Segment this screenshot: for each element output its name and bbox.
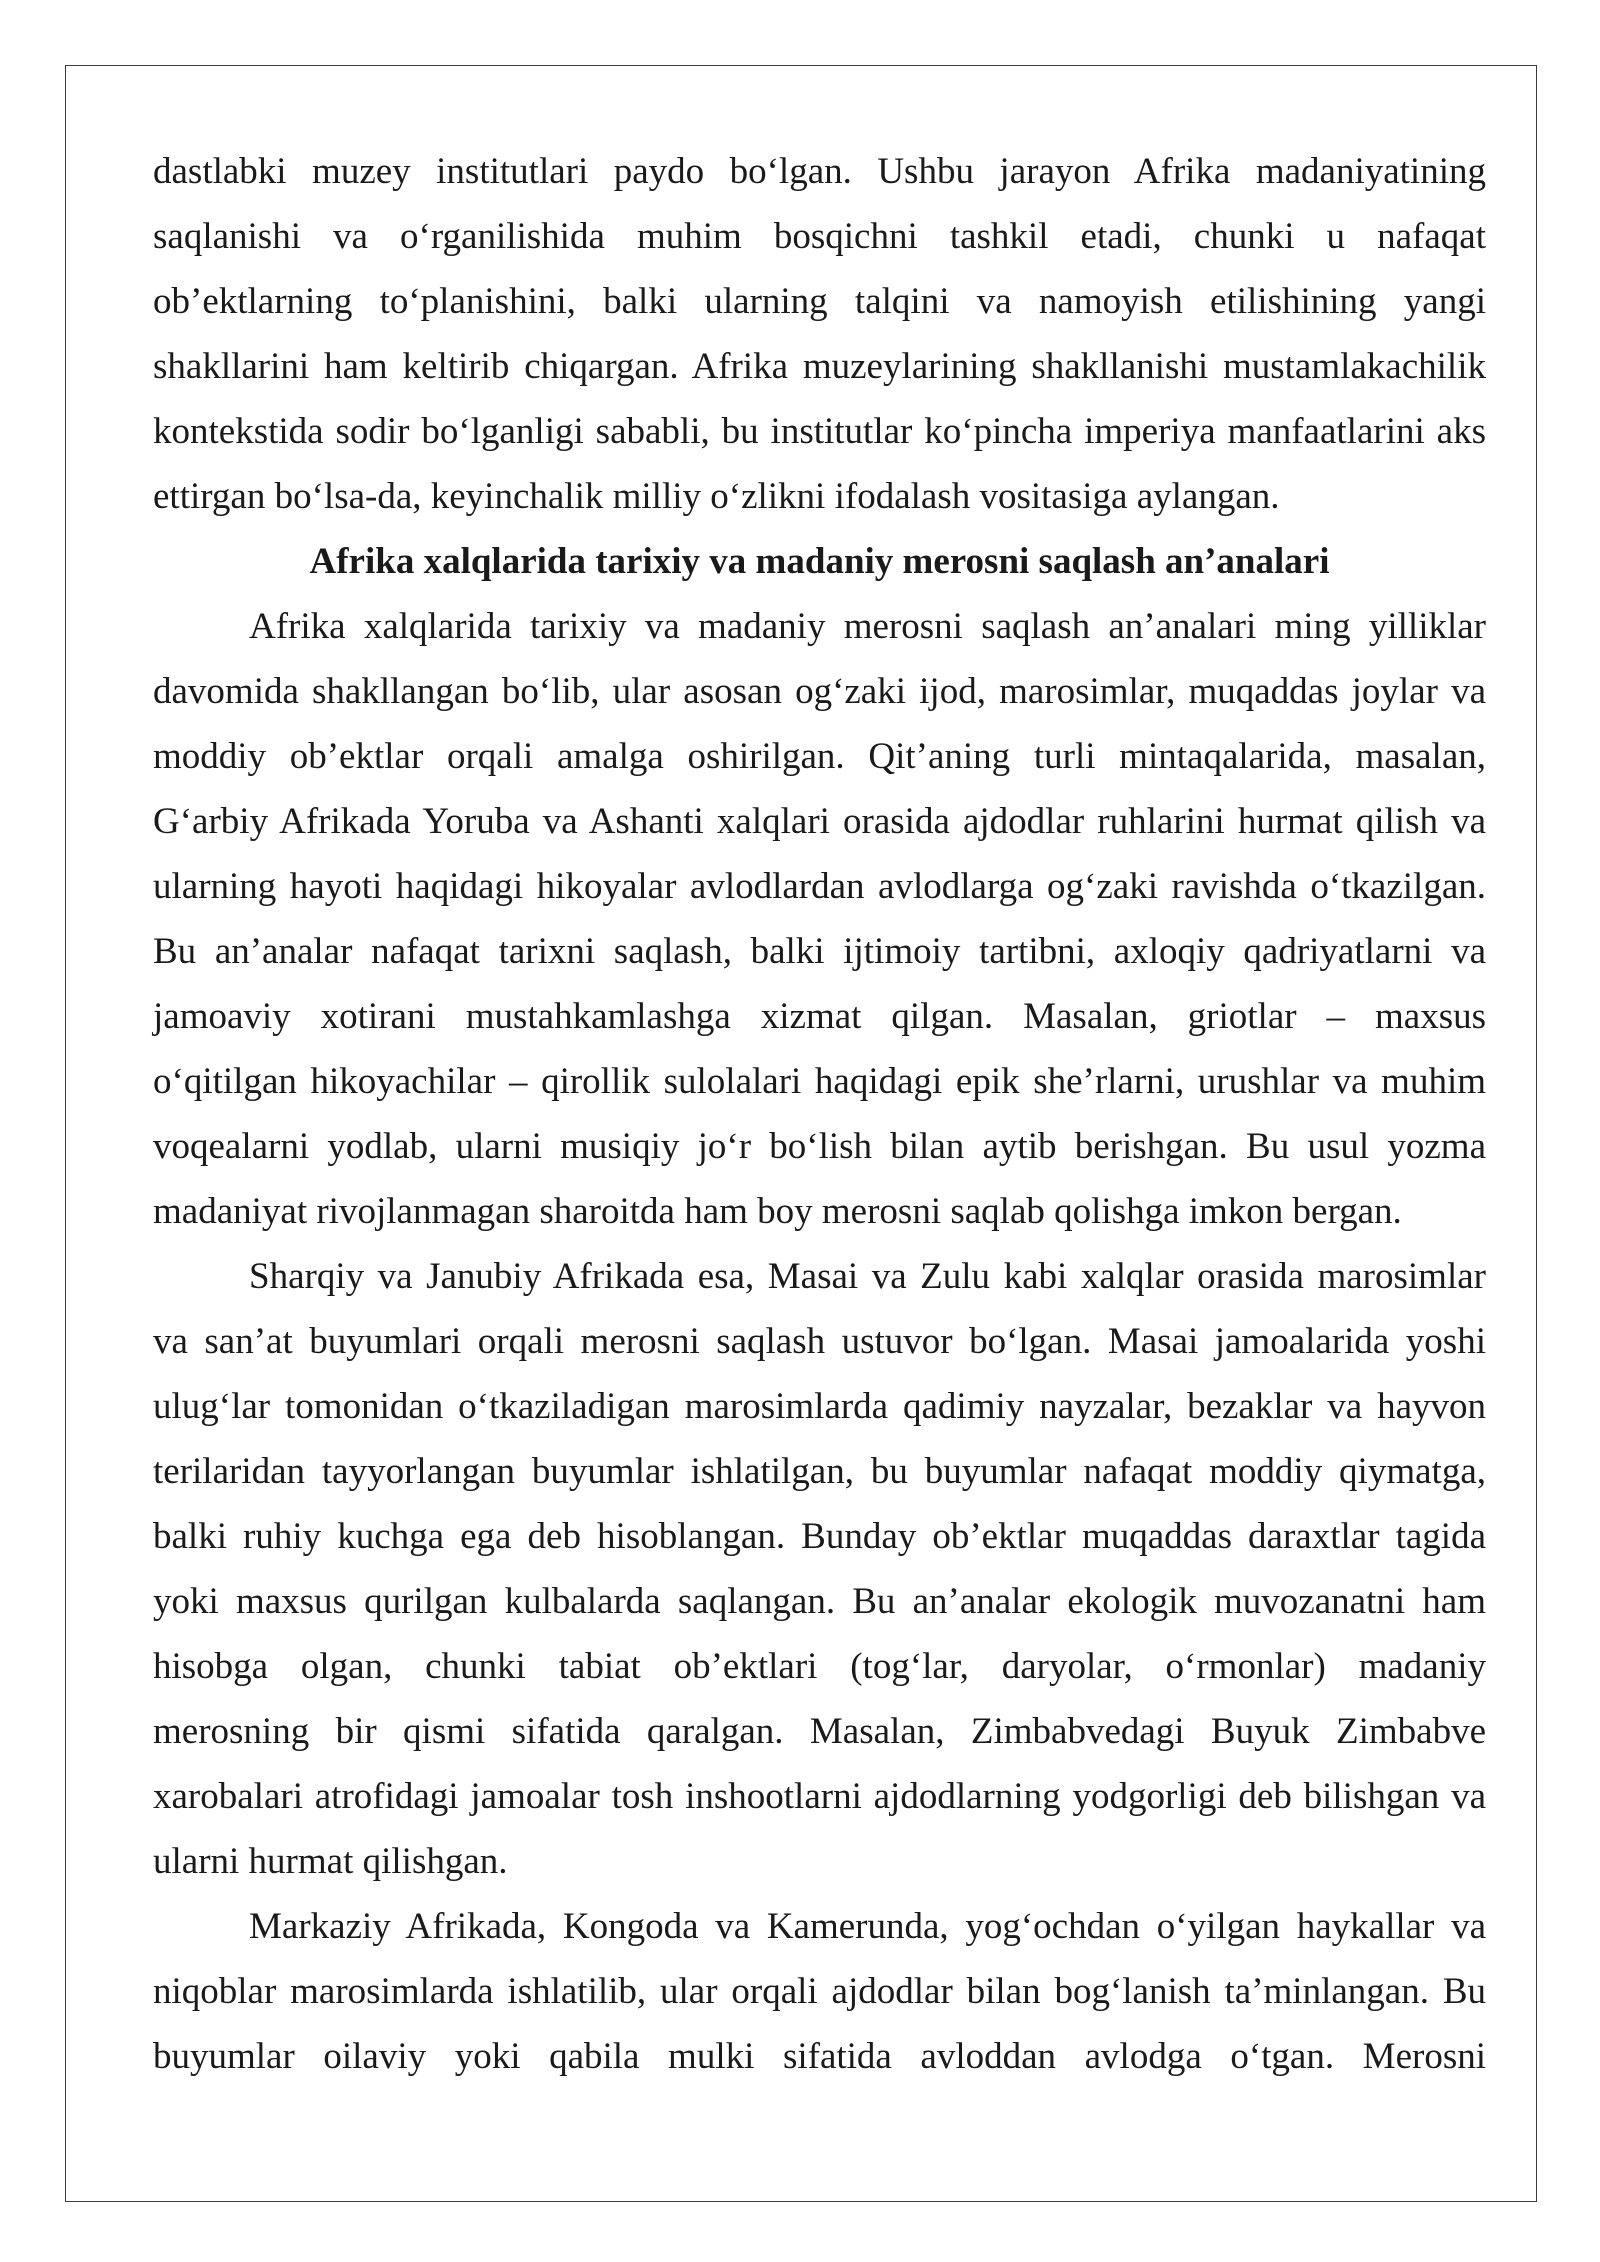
text-line: ettirgan bo‘lsa-da, keyinchalik milliy o‘zlikni ifodalash vositasiga aylangan.	[153, 476, 1280, 517]
text-line: voqealarni yodlab, ularni musiqiy jo‘r bo‘lish bilan aytib berishgan. Bu usul yozma	[153, 1126, 1486, 1167]
text-line: Afrika xalqlarida tarixiy va madaniy merosni saqlash an’analari ming yilliklar	[249, 606, 1486, 647]
text-line: shakllarini ham keltirib chiqargan. Afrika muzeylarining shakllanishi mustamlakachilik	[153, 346, 1486, 387]
text-line: niqoblar marosimlarda ishlatilib, ular orqali ajdodlar bilan bog‘lanish ta’minlangan. Bu	[153, 1971, 1486, 2012]
text-line: yoki maxsus qurilgan kulbalarda saqlangan. Bu an’analar ekologik muvozanatni ham	[153, 1581, 1486, 1622]
text-line: G‘arbiy Afrikada Yoruba va Ashanti xalqlari orasida ajdodlar ruhlarini hurmat qilish va	[153, 801, 1486, 842]
paragraph	[153, 1244, 1486, 1894]
text-line: madaniyat rivojlanmagan sharoitda ham boy merosni saqlab qolishga imkon bergan.	[153, 1191, 1402, 1232]
text-line: ob’ektlarning to‘planishini, balki ularning talqini va namoyish etilishining yangi	[153, 281, 1486, 322]
document-body	[153, 139, 1486, 2089]
paragraph	[153, 594, 1486, 1244]
text-line: kontekstida sodir bo‘lganligi sababli, bu institutlar ko‘pincha imperiya manfaatlarini aks	[153, 411, 1486, 452]
text-line: merosning bir qismi sifatida qaralgan. Masalan, Zimbabvedagi Buyuk Zimbabve	[153, 1711, 1486, 1752]
paragraph	[153, 1894, 1486, 2089]
text-line: hisobga olgan, chunki tabiat ob’ektlari (tog‘lar, daryolar, o‘rmonlar) madaniy	[153, 1646, 1486, 1687]
section-heading: Afrika xalqlarida tarixiy va madaniy merosni saqlash an’analari	[309, 541, 1330, 582]
paragraph	[153, 139, 1486, 529]
text-line: ulug‘lar tomonidan o‘tkaziladigan marosimlarda qadimiy nayzalar, bezaklar va hayvon	[153, 1386, 1486, 1427]
text-line: o‘qitilgan hikoyachilar – qirollik sulolalari haqidagi epik she’rlarni, urushlar va muhim	[153, 1061, 1486, 1102]
text-line: Bu an’analar nafaqat tarixni saqlash, balki ijtimoiy tartibni, axloqiy qadriyatlarni va	[153, 931, 1486, 972]
text-line: dastlabki muzey institutlari paydo bo‘lgan. Ushbu jarayon Afrika madaniyatining	[153, 151, 1486, 192]
text-line: saqlanishi va o‘rganilishida muhim bosqichni tashkil etadi, chunki u nafaqat	[153, 216, 1486, 257]
text-line: xarobalari atrofidagi jamoalar tosh inshootlarni ajdodlarning yodgorligi deb bilishgan va	[153, 1776, 1486, 1817]
text-line: terilaridan tayyorlangan buyumlar ishlatilgan, bu buyumlar nafaqat moddiy qiymatga,	[153, 1451, 1486, 1492]
text-line: Markaziy Afrikada, Kongoda va Kamerunda, yog‘ochdan o‘yilgan haykallar va	[249, 1906, 1486, 1947]
text-line: ularning hayoti haqidagi hikoyalar avlodlardan avlodlarga og‘zaki ravishda o‘tkazilgan.	[153, 866, 1486, 907]
text-line: ularni hurmat qilishgan.	[153, 1841, 508, 1882]
text-line: Sharqiy va Janubiy Afrikada esa, Masai va Zulu kabi xalqlar orasida marosimlar	[249, 1256, 1486, 1297]
text-line: jamoaviy xotirani mustahkamlashga xizmat qilgan. Masalan, griotlar – maxsus	[153, 996, 1486, 1037]
text-line: buyumlar oilaviy yoki qabila mulki sifatida avloddan avlodga o‘tgan. Merosni	[153, 2036, 1486, 2077]
text-line: va san’at buyumlari orqali merosni saqlash ustuvor bo‘lgan. Masai jamoalarida yoshi	[153, 1321, 1486, 1362]
text-line: balki ruhiy kuchga ega deb hisoblangan. Bunday ob’ektlar muqaddas daraxtlar tagida	[153, 1516, 1486, 1557]
text-line: moddiy ob’ektlar orqali amalga oshirilgan. Qit’aning turli mintaqalarida, masalan,	[153, 736, 1486, 777]
text-line: davomida shakllangan bo‘lib, ular asosan og‘zaki ijod, marosimlar, muqaddas joylar va	[153, 671, 1486, 712]
